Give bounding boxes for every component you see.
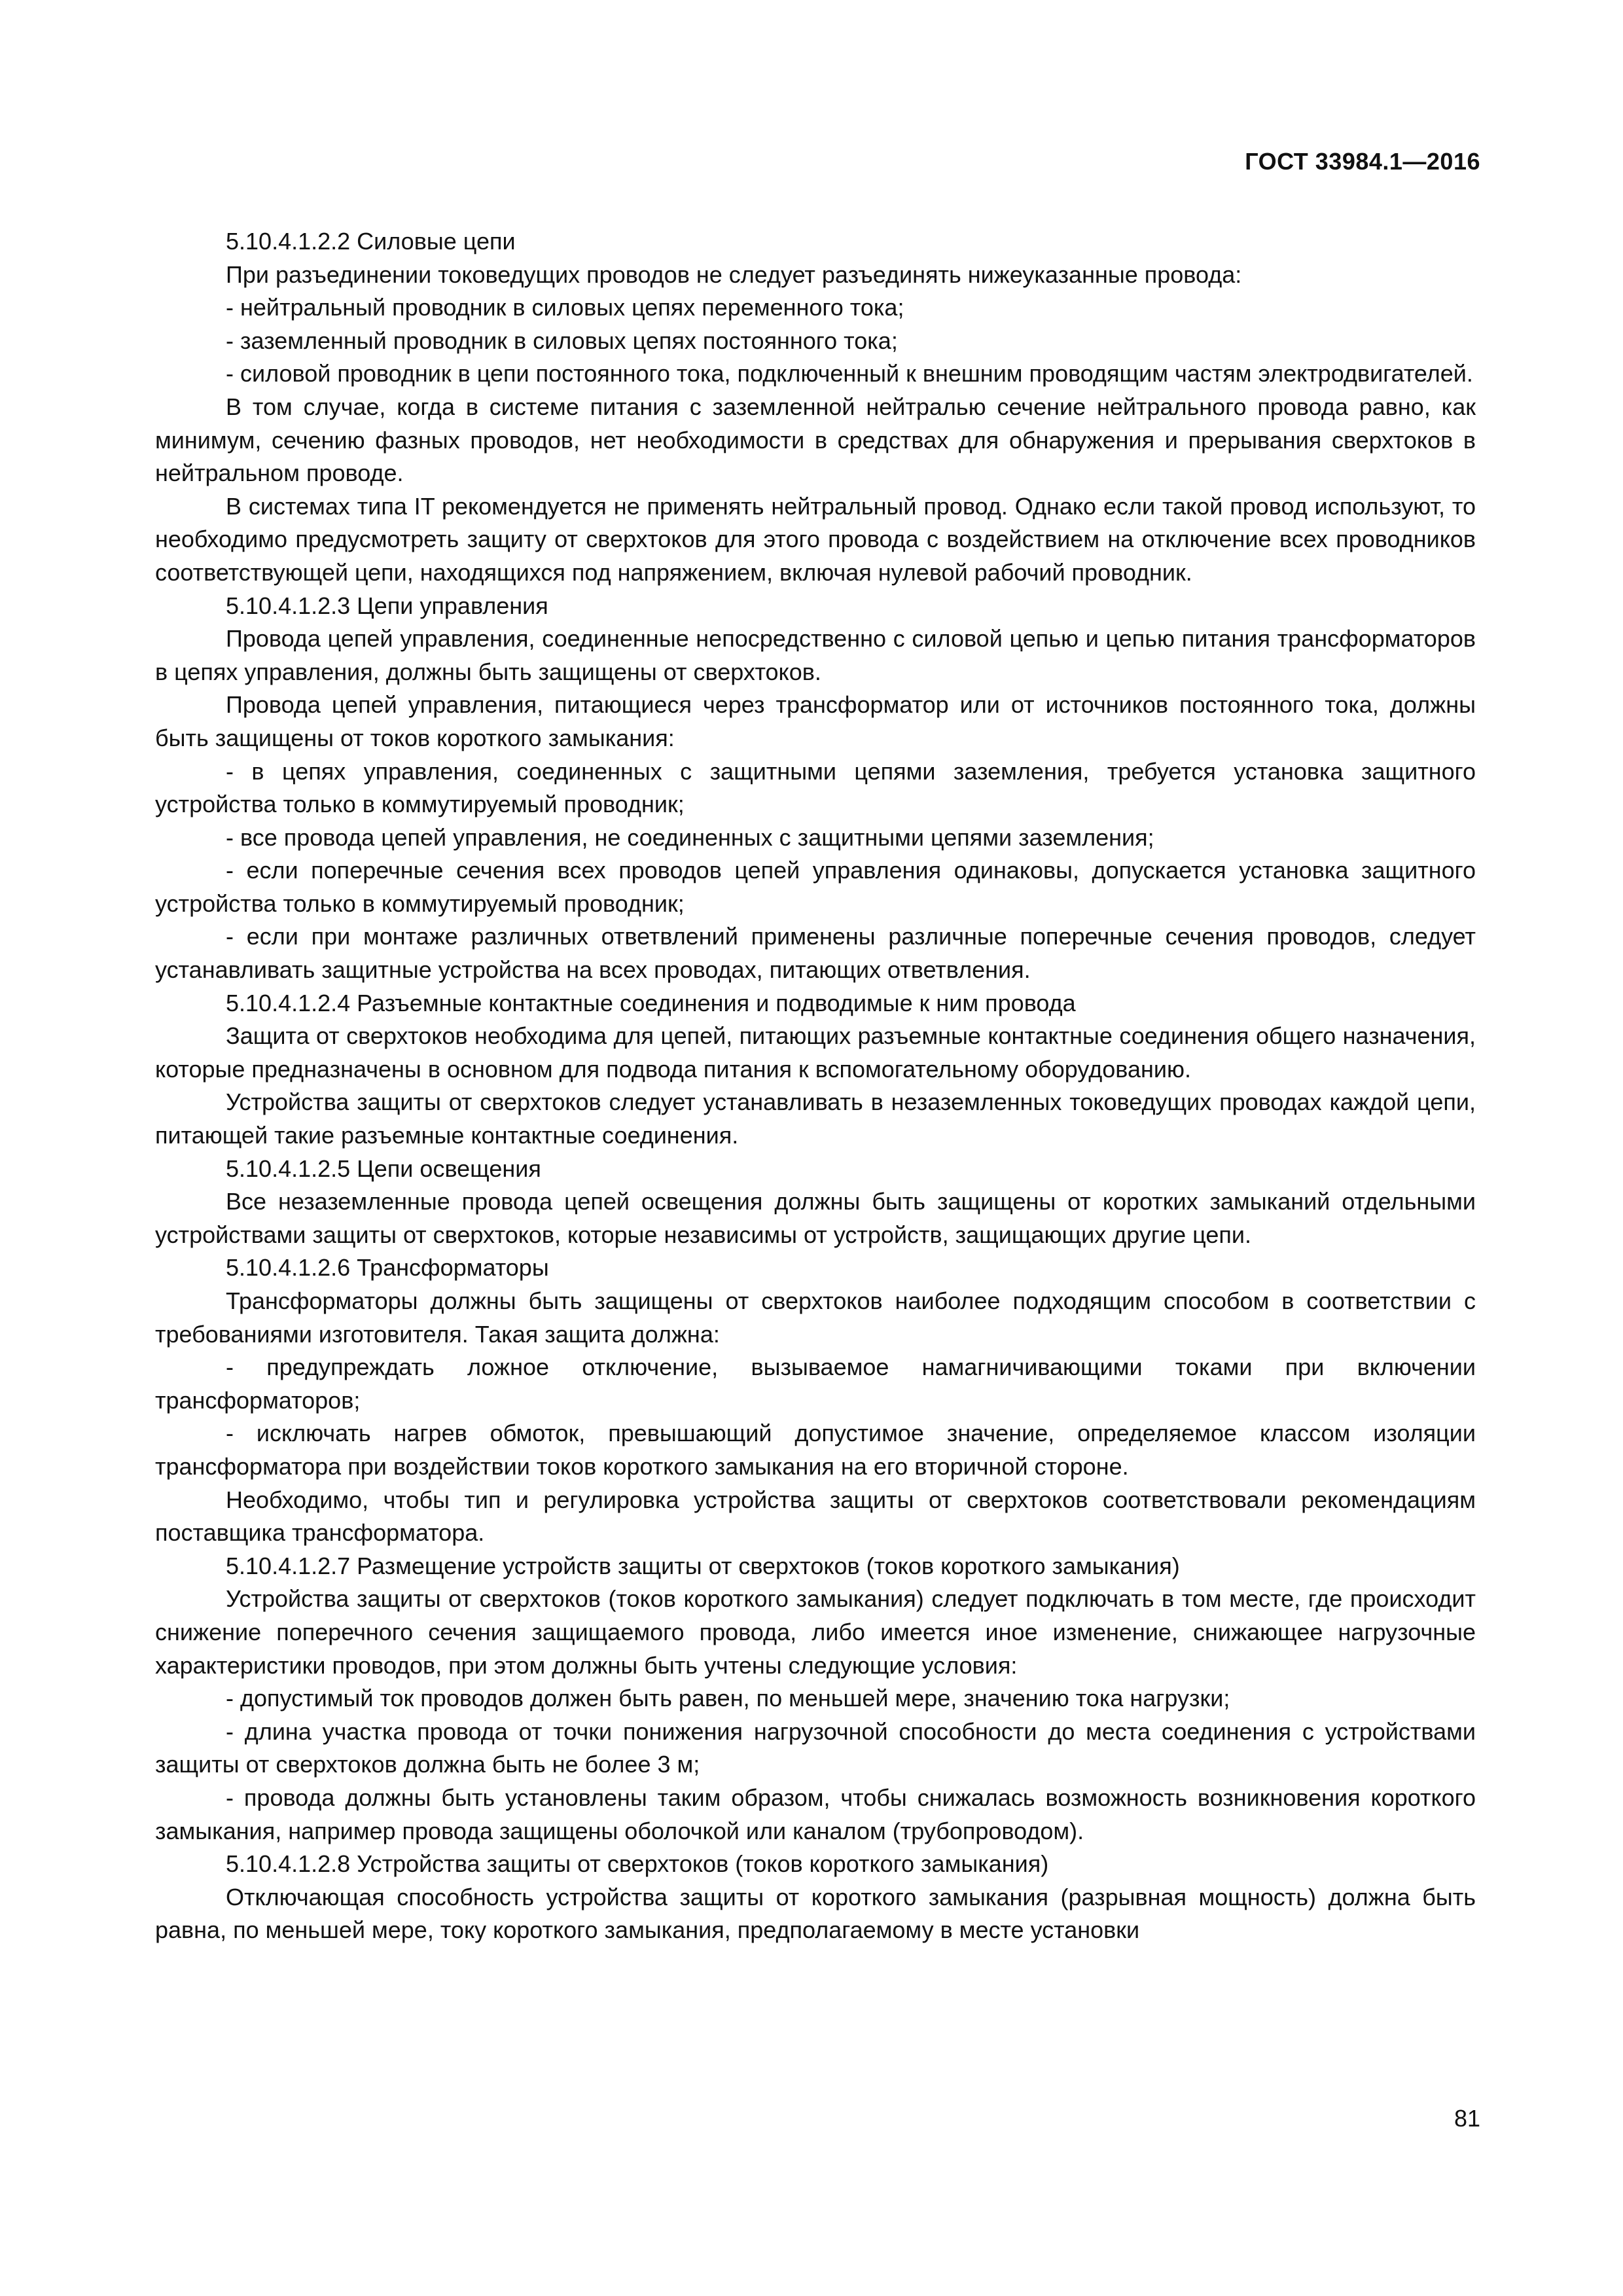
paragraph: При разъединении токоведущих проводов не следует разъединять нижеуказанные провода: [226, 260, 1242, 288]
paragraph: 5.10.4.1.2.4 Разъемные контактные соединения и подводимые к ним провода [226, 989, 1076, 1016]
paragraph: 5.10.4.1.2.2 Силовые цепи [226, 228, 516, 255]
paragraph: - все провода цепей управления, не соединенных с защитными цепями заземления; [226, 823, 1154, 851]
document-code-header: ГОСТ 33984.1—2016 [1245, 148, 1480, 175]
paragraph: Устройства защиты от сверхтоков следует устанавливать в незаземленных токоведущих проводах каждой цепи, питающей такие разъемные контактные соединения. [155, 1088, 1476, 1149]
paragraph: В системах типа IT рекомендуется не применять нейтральный провод. Однако если такой провод используют, то необходимо предусмотреть защиту от сверхтоков для этого провода с воздействием на отключение всех проводников соответствующей цепи, находящихся под напряжением, включая нулевой рабочий проводник. [155, 492, 1476, 586]
paragraph: 5.10.4.1.2.3 Цепи управления [226, 592, 548, 619]
paragraph: 5.10.4.1.2.6 Трансформаторы [226, 1254, 549, 1282]
paragraph: - если при монтаже различных ответвлений применены различные поперечные сечения проводов, следует устанавливать защитные устройства на всех проводах, питающих ответвления. [155, 923, 1476, 984]
paragraph: Отключающая способность устройства защиты от короткого замыкания (разрывная мощность) должна быть равна, по меньшей мере, току короткого замыкания, предполагаемому в месте установки [155, 1883, 1476, 1944]
paragraph: Защита от сверхтоков необходима для цепей, питающих разъемные контактные соединения общего назначения, которые предназначены в основном для подвода питания к вспомогательному оборудованию. [155, 1022, 1476, 1083]
paragraph: В том случае, когда в системе питания с заземленной нейтралью сечение нейтрального провода равно, как минимум, сечению фазных проводов, нет необходимости в средствах для обнаружения и прерывания сверхтоков в нейтральном проводе. [155, 393, 1476, 487]
paragraph: Все незаземленные провода цепей освещения должны быть защищены от коротких замыканий отдельными устройствами защиты от сверхтоков, которые независимы от устройств, защищающих другие цепи. [155, 1188, 1476, 1248]
paragraph: - если поперечные сечения всех проводов цепей управления одинаковы, допускается установка защитного устройства только в коммутируемый проводник; [155, 857, 1476, 917]
paragraph: Необходимо, чтобы тип и регулировка устройства защиты от сверхтоков соответствовали рекомендациям поставщика трансформатора. [155, 1486, 1476, 1547]
paragraph: 5.10.4.1.2.5 Цепи освещения [226, 1155, 541, 1182]
paragraph: - в цепях управления, соединенных с защитными цепями заземления, требуется установка защитного устройства только в коммутируемый проводник; [155, 757, 1476, 818]
document-body [155, 225, 1476, 1947]
paragraph: - предупреждать ложное отключение, вызываемое намагничивающими токами при включении трансформаторов; [155, 1354, 1476, 1414]
paragraph: - провода должны быть установлены таким образом, чтобы снижалась возможность возникновения короткого замыкания, например провода защищены оболочкой или каналом (трубопроводом). [155, 1784, 1476, 1844]
paragraph: 5.10.4.1.2.8 Устройства защиты от сверхтоков (токов короткого замыкания) [226, 1850, 1049, 1878]
paragraph: - заземленный проводник в силовых цепях постоянного тока; [226, 327, 898, 354]
paragraph: Устройства защиты от сверхтоков (токов короткого замыкания) следует подключать в том месте, где происходит снижение поперечного сечения защищаемого провода, либо имеется иное изменение, снижающее нагрузочные характеристики проводов, при этом должны быть учтены следующие условия: [155, 1585, 1476, 1679]
paragraph: - исключать нагрев обмоток, превышающий допустимое значение, определяемое классом изоляции трансформатора при воздействии токов короткого замыкания на его вторичной стороне. [155, 1420, 1476, 1480]
paragraph: Провода цепей управления, соединенные непосредственно с силовой цепью и цепью питания трансформаторов в цепях управления, должны быть защищены от сверхтоков. [155, 625, 1476, 685]
paragraph: - допустимый ток проводов должен быть равен, по меньшей мере, значению тока нагрузки; [226, 1685, 1230, 1712]
paragraph: 5.10.4.1.2.7 Размещение устройств защиты от сверхтоков (токов короткого замыкания) [226, 1552, 1180, 1579]
paragraph: - нейтральный проводник в силовых цепях переменного тока; [226, 294, 904, 321]
page-number: 81 [1454, 2105, 1480, 2132]
paragraph: - длина участка провода от точки понижения нагрузочной способности до места соединения с устройствами защиты от сверхтоков должна быть не более 3 м; [155, 1717, 1476, 1778]
paragraph: Трансформаторы должны быть защищены от сверхтоков наиболее подходящим способом в соответствии с требованиями изготовителя. Такая защита должна: [155, 1287, 1476, 1348]
paragraph: Провода цепей управления, питающиеся через трансформатор или от источников постоянного тока, должны быть защищены от токов короткого замыкания: [155, 691, 1476, 751]
paragraph: - силовой проводник в цепи постоянного тока, подключенный к внешним проводящим частям электродвигателей. [226, 360, 1473, 387]
